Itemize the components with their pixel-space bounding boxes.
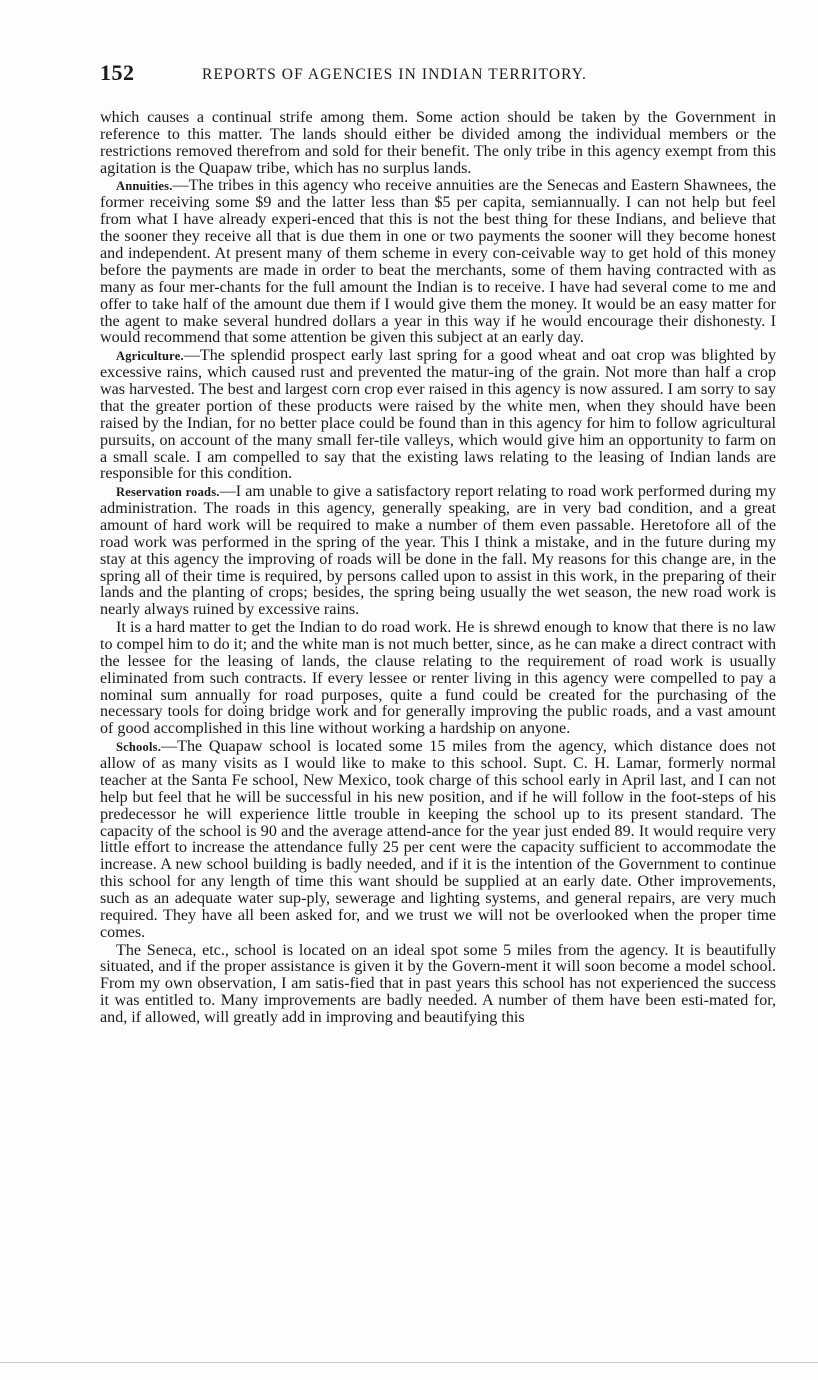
body-text <box>100 110 776 1028</box>
paragraph-text: —I am unable to give a satisfactory report relating to road work performed during my administration. The roads in this agency, generally speaking, are in very bad condition, and a great amount of hard work will be required to make a number of them even passable. Heretofore all of the road work was performed in the spring of the year. This I think a mistake, and in the future during my stay at this agency the improving of roads will be done in the fall. My reasons for this change are, in the spring all of their time is required, by persons called upon to assist in this work, in the preparing of their lands and the planting of crops; besides, the spring being usually the wet season, the new road work is nearly always ruined by excessive rains. <box>100 483 776 619</box>
paragraph-text: —The splendid prospect early last spring for a good wheat and oat crop was blighted by excessive rains, which caused rust and prevented the matur-ing of the grain. Not more than half a crop was harvested. The best and largest corn crop ever raised in this agency is now assured. I am sorry to say that the greater portion of these products were raised by the white men, when they should have been raised by the Indian, for no better place could be found than in this agency for him to follow agricultural pursuits, on account of the many small fer-tile valleys, which would give him an opportunity to farm on a small scale. I am compelled to say that the existing laws relating to the leasing of Indian lands are responsible for this condition. <box>100 347 776 483</box>
running-head: REPORTS OF AGENCIES IN INDIAN TERRITORY. <box>202 66 587 83</box>
paragraph-text: —The tribes in this agency who receive annuities are the Senecas and Eastern Shawnees, the former receiving some $9 and the latter less than $5 per capita, semiannually. I can not help but feel from what I have already experi-enced that this is not the best thing for these Indians, and believe that the sooner they receive all that is due them in one or two payments the sooner will they become honest and independent. At present many of them scheme in every con-ceivable way to get hold of this money before the payments are made in order to beat the merchants, some of them having contracted with as many as four mer-chants for the full amount the Indian is to receive. I have had several come to me and offer to take half of the amount due them if I would give them the money. It would be an easy matter for the agent to make several hundred dollars a year in this way if he would encourage their dishonesty. I would recommend that some attention be given this subject at an early day. <box>100 177 776 347</box>
paragraph-text: —The Quapaw school is located some 15 miles from the agency, which distance does not allow of as many visits as I would like to make to this school. Supt. C. H. Lamar, formerly normal teacher at the Santa Fe school, New Mexico, took charge of this school early in April last, and I can not help but feel that he will be successful in his new position, and if he will follow in the foot-steps of his predecessor he will experience little trouble in keeping the school up to its present standard. The capacity of the school is 90 and the average attend-ance for the year just ended 89. It would require very little effort to increase the attendance fully 25 per cent were the capacity sufficient to accommodate the increase. A new school building is badly needed, and if it is the intention of the Government to continue this school for any length of time this want should be supplied at an early date. Other improvements, such as an adequate water sup-ply, sewerage and lighting systems, and general repairs, are very much required. They have all been asked for, and we trust we will not be overlooked when the proper time comes. <box>100 737 776 941</box>
paragraph-seneca-school <box>100 943 776 1028</box>
paragraph-continuation <box>100 110 776 178</box>
paragraph-agriculture <box>100 348 776 483</box>
paragraph-schools <box>100 739 776 942</box>
paragraph-reservation-roads <box>100 484 776 619</box>
page-bottom-edge <box>0 1362 818 1363</box>
page-number: 152 <box>100 60 135 85</box>
section-heading-agriculture: Agriculture. <box>116 349 184 364</box>
paragraph-text: It is a hard matter to get the Indian to do road work. He is shrewd enough to know that there is no law to compel him to do it; and the white man is not much better, since, as he can make a direct contract with the lessee for the leasing of lands, the clause relating to the requirement of road work is usually eliminated from such contracts. If every lessee or renter living in this agency were compelled to pay a nominal sum annually for road purposes, quite a fund could be created for the purchasing of the necessary tools for doing bridge work and for generally improving the public roads, and a vast amount of good accomplished in this line without working a hardship on anyone. <box>100 618 776 738</box>
paragraph-text: which causes a continual strife among them. Some action should be taken by the Government in reference to this matter. The lands should either be divided among the individual members or the restrictions removed therefrom and sold for their benefit. The only tribe in this agency exempt from this agitation is the Quapaw tribe, which has no surplus lands. <box>100 109 776 177</box>
section-heading-schools: Schools. <box>116 739 162 754</box>
section-heading-reservation-roads: Reservation roads. <box>116 485 220 499</box>
paragraph-annuities <box>100 178 776 347</box>
paragraph-road-work <box>100 620 776 738</box>
section-heading-annuities: Annuities. <box>116 179 173 194</box>
paragraph-text: The Seneca, etc., school is located on an ideal spot some 5 miles from the agency. It is beautifully situated, and if the proper assistance is given it by the Govern-ment it will soon become a model school. From my own observation, I am satis-fied that in past years this school has not experienced the success it was entitled to. Many improvements are badly needed. A number of them have been esti-mated for, and, if allowed, will greatly add in improving and beautifying this <box>100 941 776 1027</box>
page-header <box>100 60 776 88</box>
